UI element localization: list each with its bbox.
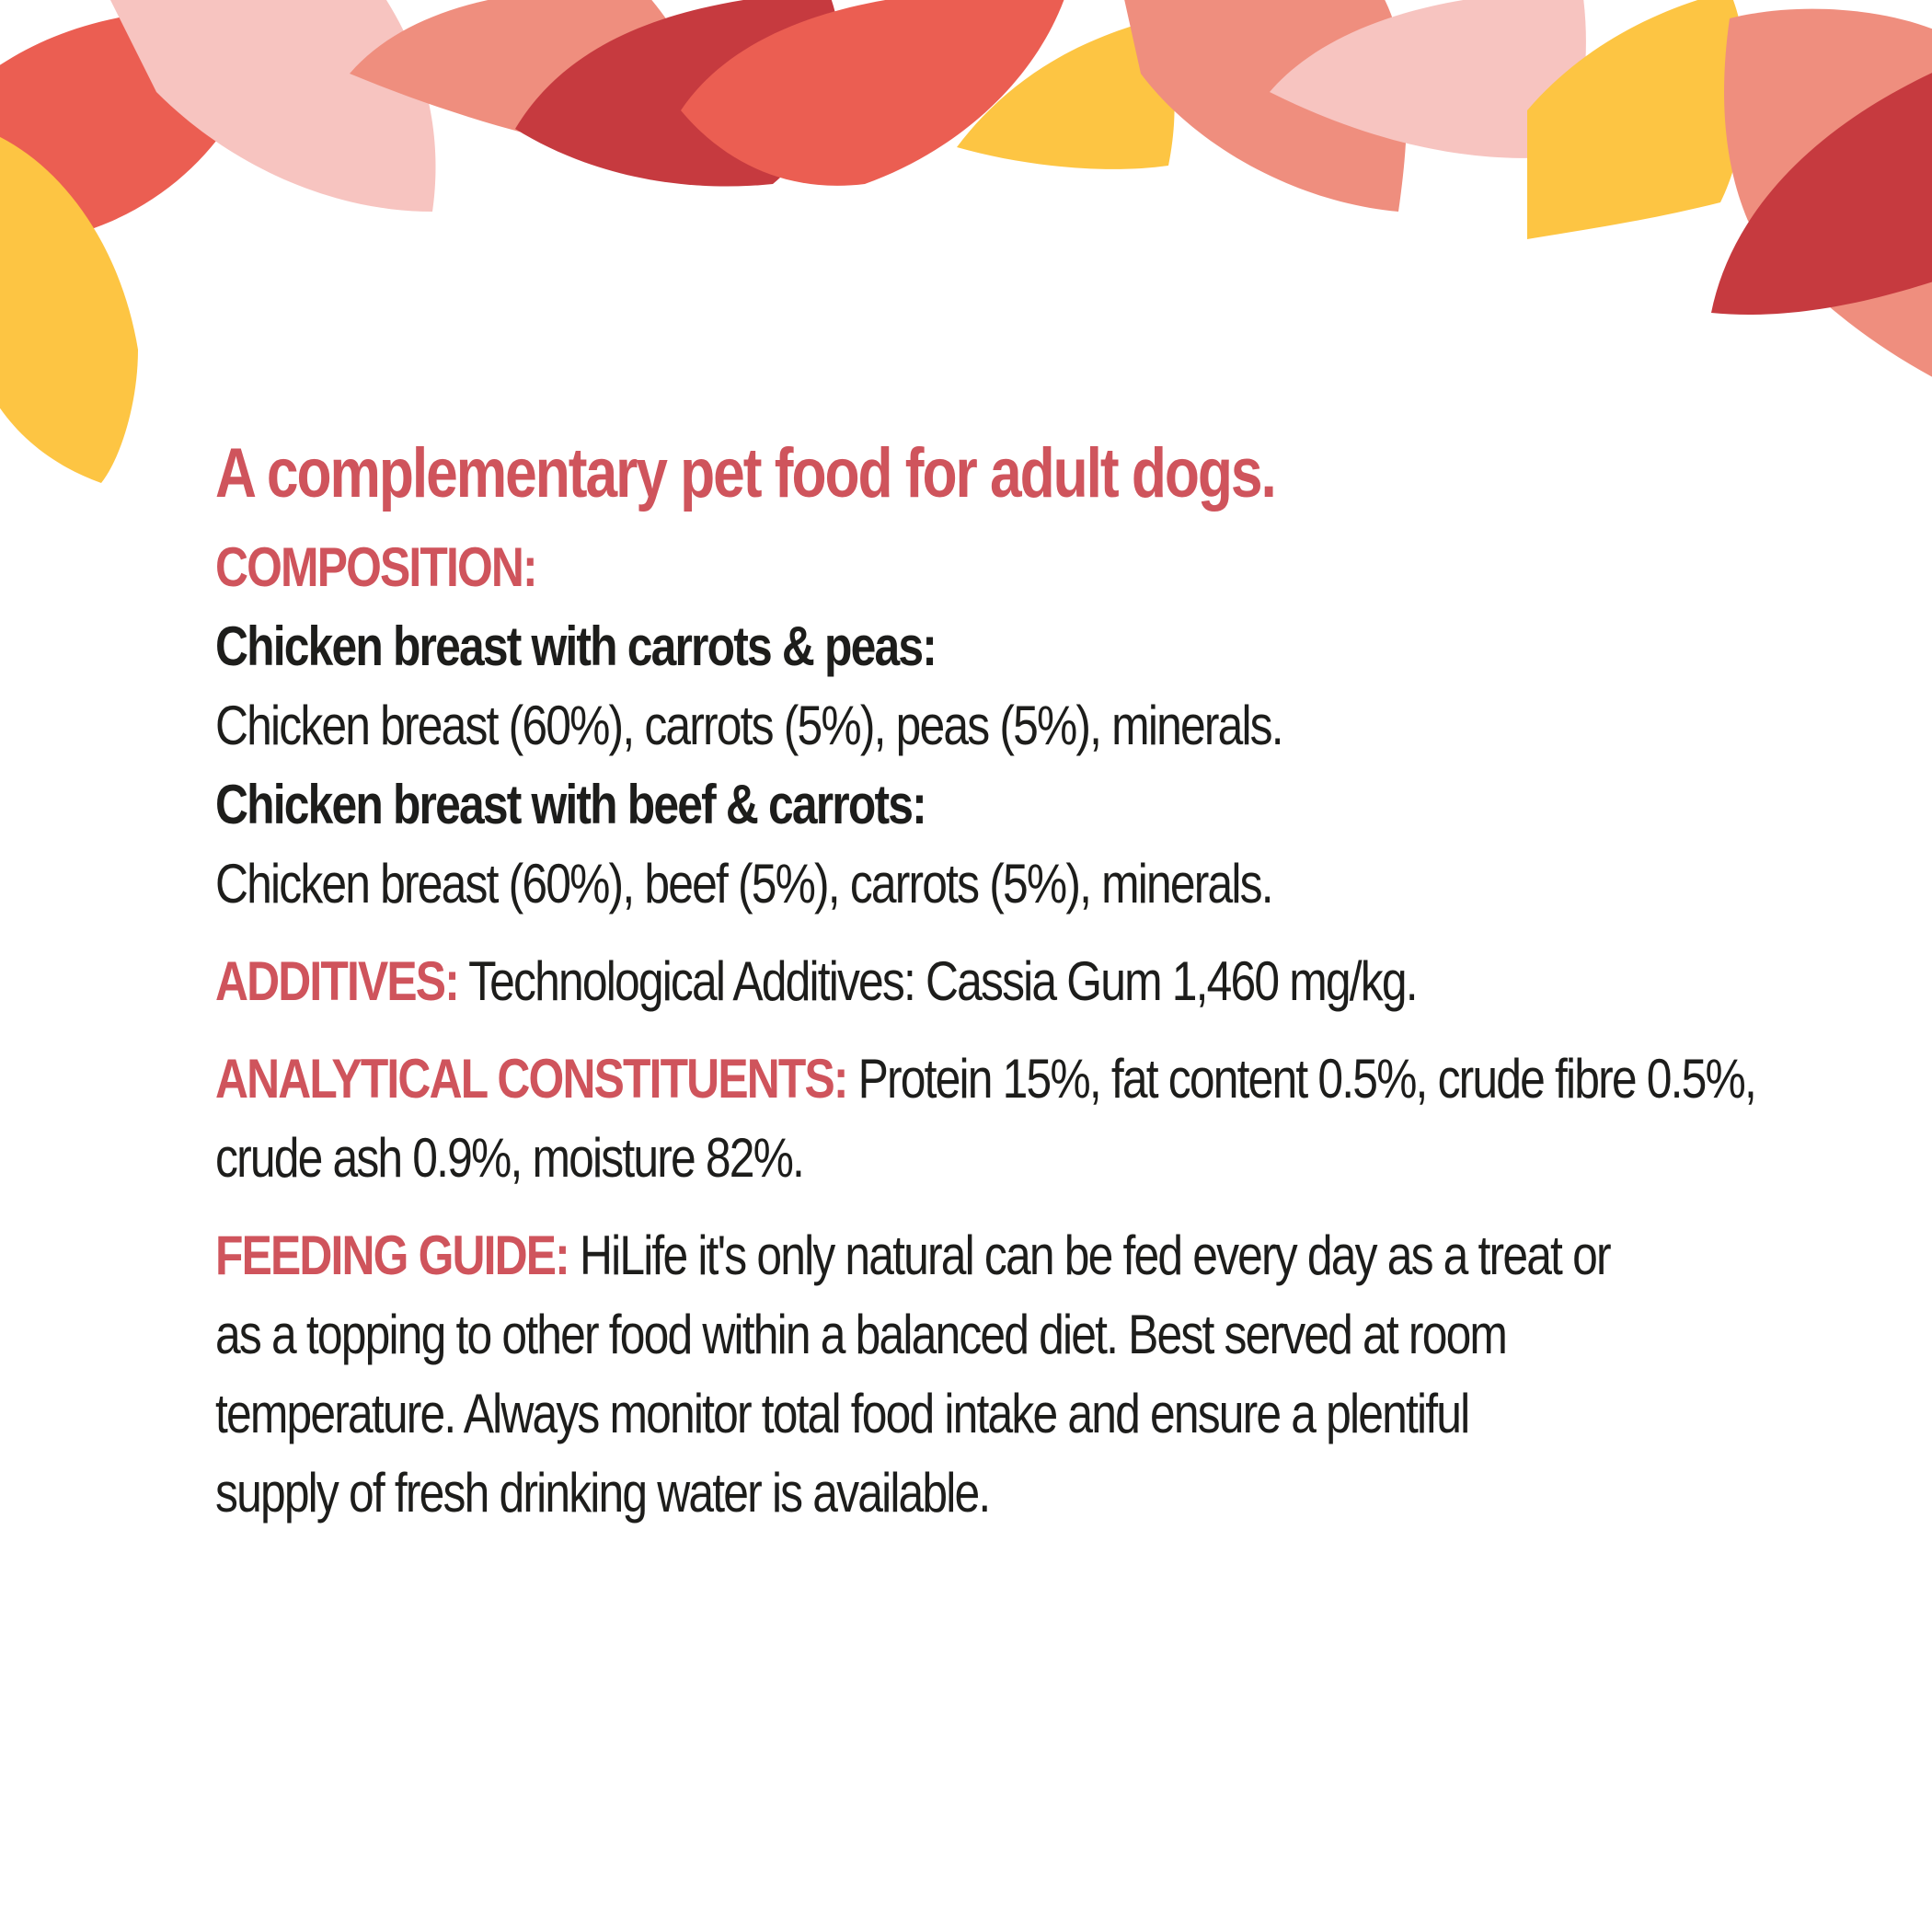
product-information bbox=[215, 432, 1871, 1533]
variant-name: Chicken breast with carrots & peas: bbox=[215, 615, 936, 677]
additives-label: ADDITIVES: bbox=[215, 950, 458, 1012]
composition-label: COMPOSITION: bbox=[215, 536, 536, 598]
feeding-text-line: as a topping to other food within a balanced diet. Best served at room bbox=[215, 1304, 1507, 1365]
analytical-text-line: crude ash 0.9%, moisture 82%. bbox=[215, 1127, 804, 1189]
additives-text: Technological Additives: Cassia Gum 1,460 mg/kg. bbox=[468, 950, 1417, 1012]
feeding-label: FEEDING GUIDE: bbox=[215, 1225, 569, 1286]
feeding-text-line: temperature. Always monitor total food intake and ensure a plentiful bbox=[215, 1383, 1469, 1444]
analytical-constituents-section bbox=[215, 1040, 1857, 1198]
analytical-text-line: Protein 15%, fat content 0.5%, crude fibre 0.5%, bbox=[857, 1048, 1756, 1110]
feeding-text-line: HiLife it's only natural can be fed every day as a treat or bbox=[579, 1225, 1610, 1286]
feeding-text-line: supply of fresh drinking water is available. bbox=[215, 1462, 990, 1524]
variant-ingredients: Chicken breast (60%), beef (5%), carrots (5%), minerals. bbox=[215, 853, 1272, 914]
variant-ingredients: Chicken breast (60%), carrots (5%), peas (5%), minerals. bbox=[215, 695, 1282, 756]
feeding-guide-section bbox=[215, 1216, 1857, 1533]
composition-section bbox=[215, 528, 1857, 924]
variant-name: Chicken breast with beef & carrots: bbox=[215, 774, 926, 835]
product-headline: A complementary pet food for adult dogs. bbox=[215, 434, 1275, 512]
additives-section bbox=[215, 942, 1857, 1021]
analytical-label: ANALYTICAL CONSTITUENTS: bbox=[215, 1048, 847, 1110]
